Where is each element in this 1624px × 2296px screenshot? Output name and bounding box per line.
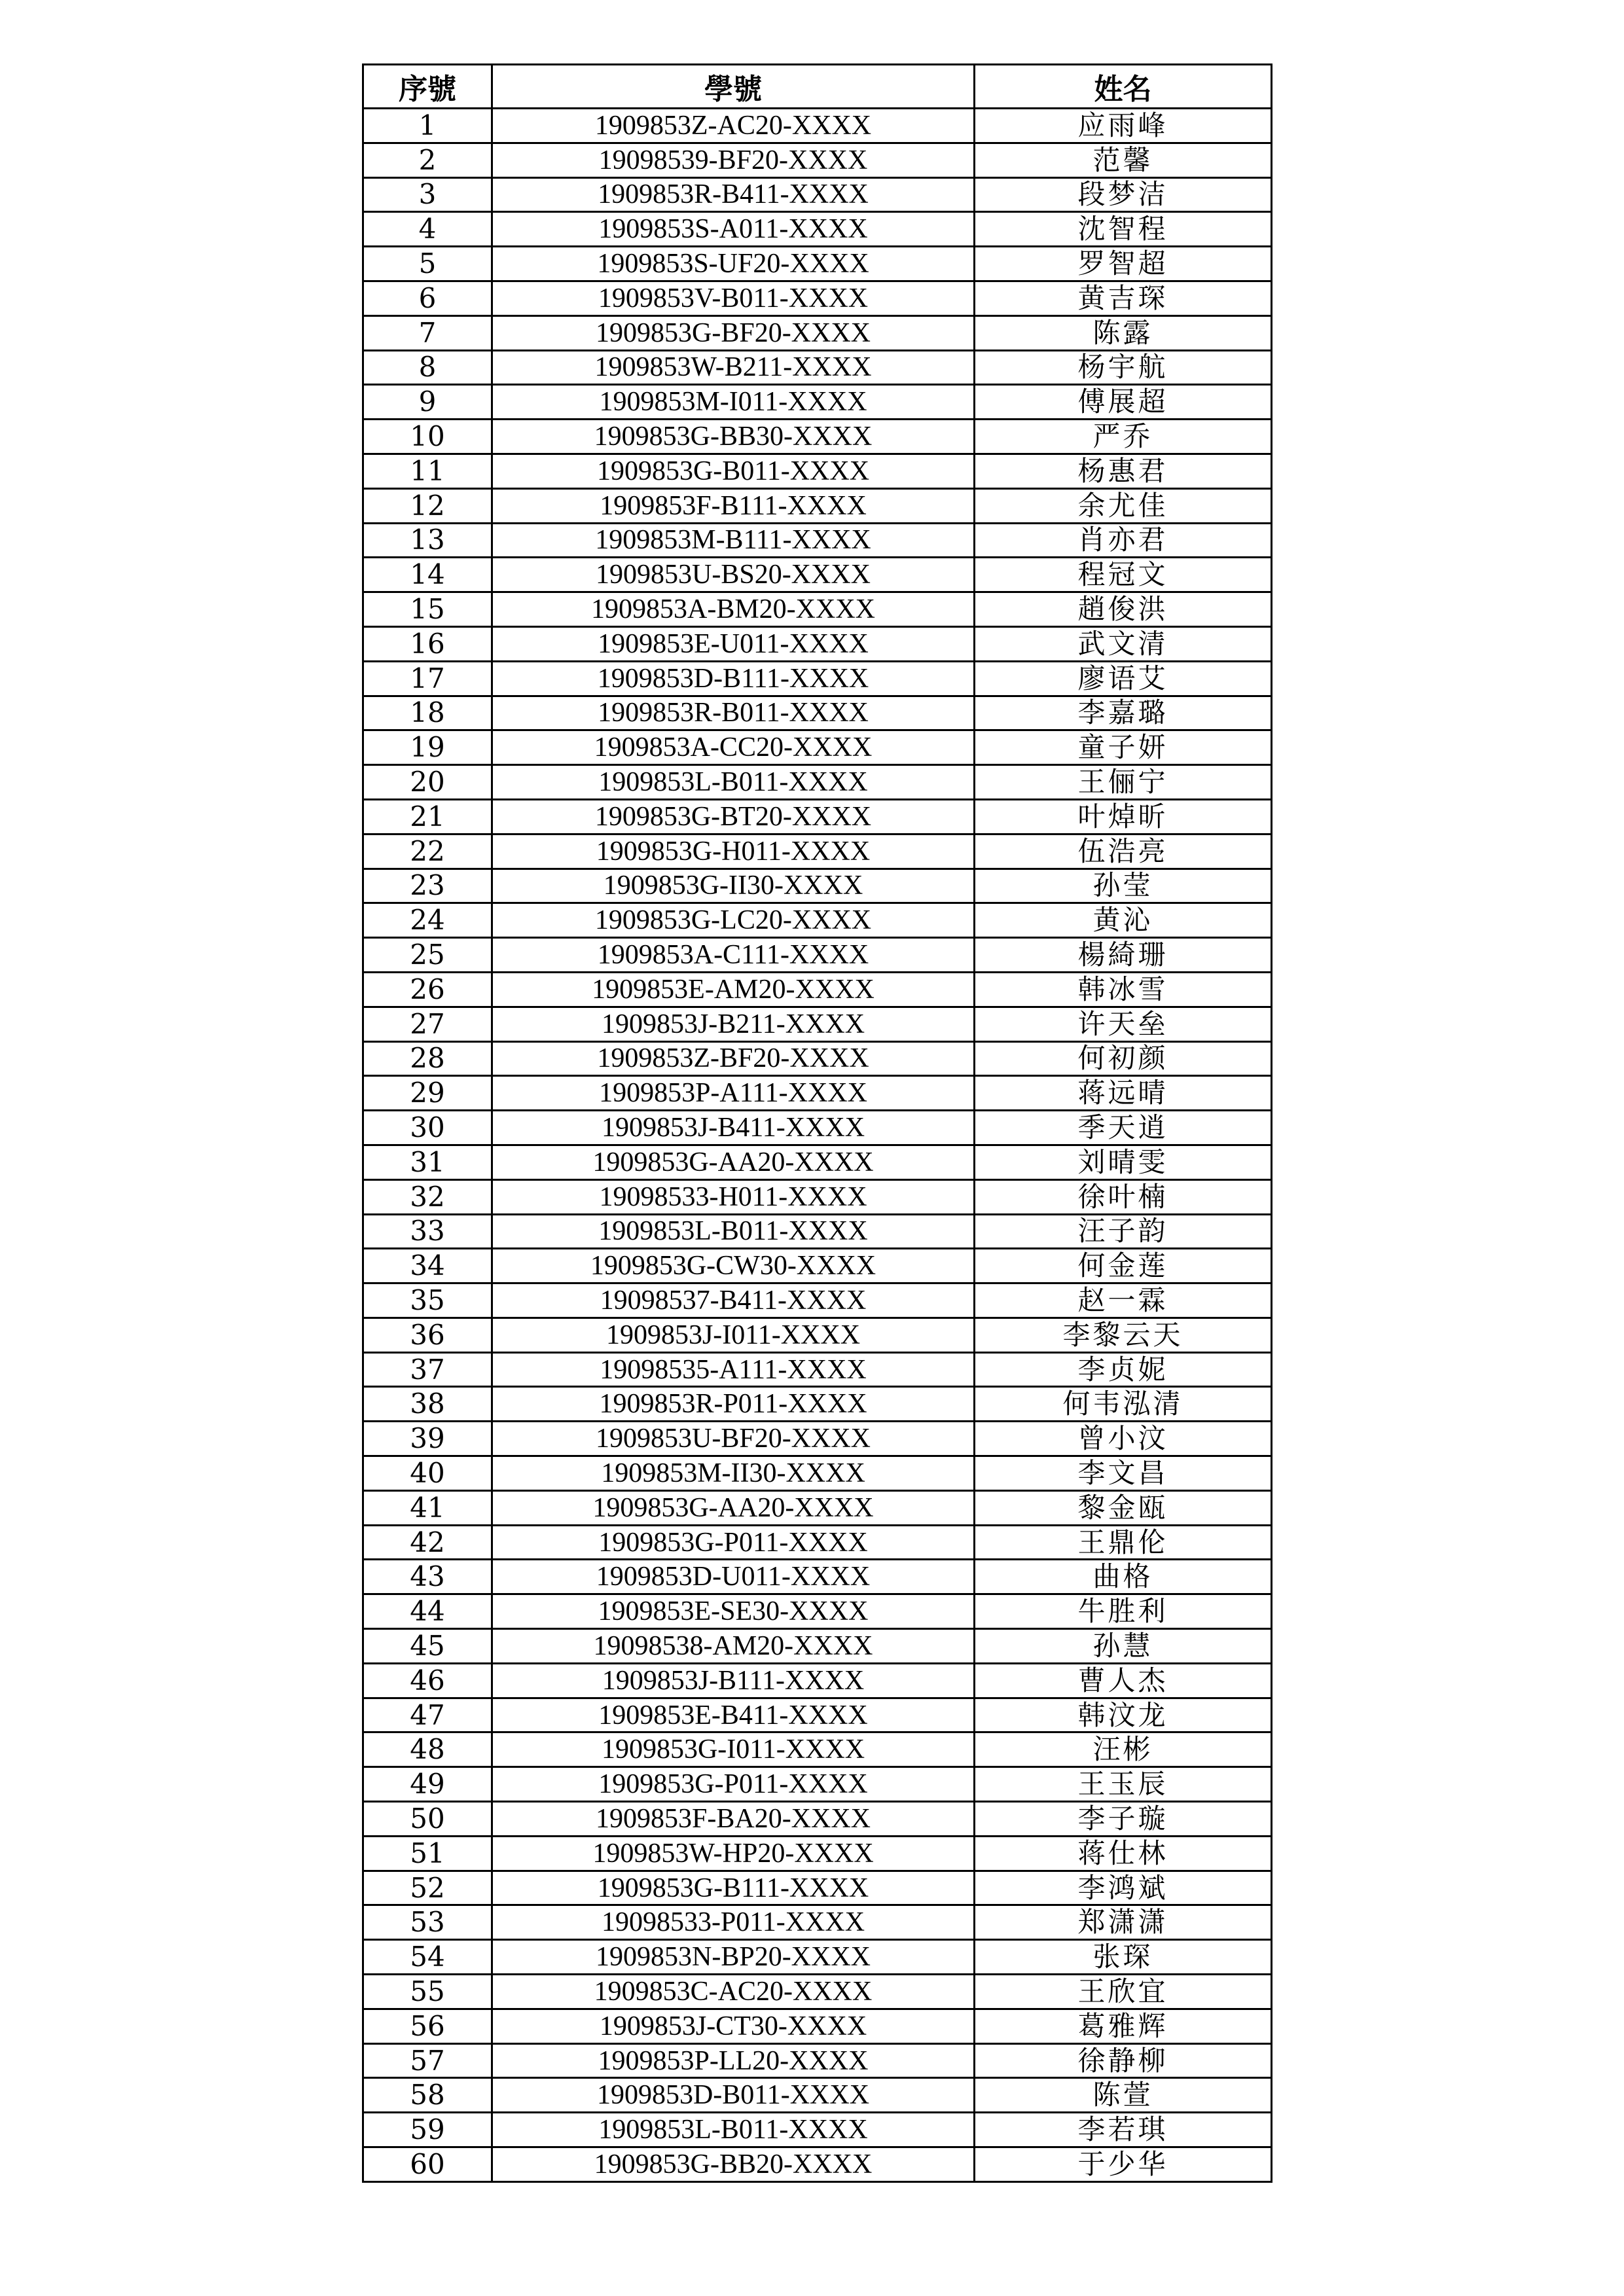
row-name-cell: 何初颜 <box>975 1041 1272 1076</box>
row-seq-cell: 46 <box>363 1663 492 1698</box>
row-student-id-cell: 1909853R-P011-XXXX <box>492 1387 975 1422</box>
row-seq-cell: 50 <box>363 1802 492 1837</box>
header-name: 姓名 <box>975 65 1272 109</box>
row-seq-cell: 38 <box>363 1387 492 1422</box>
row-student-id-cell: 1909853W-HP20-XXXX <box>492 1836 975 1871</box>
table-row <box>363 385 1272 420</box>
row-seq-cell: 10 <box>363 420 492 454</box>
row-seq-cell: 49 <box>363 1767 492 1802</box>
student-table <box>362 63 1272 2183</box>
row-student-id-cell: 1909853F-BA20-XXXX <box>492 1802 975 1837</box>
table-row <box>363 626 1272 661</box>
row-student-id-cell: 1909853Z-AC20-XXXX <box>492 109 975 143</box>
row-seq-cell: 17 <box>363 661 492 696</box>
row-seq-cell: 28 <box>363 1041 492 1076</box>
row-name-cell: 程冠文 <box>975 558 1272 592</box>
row-student-id-cell: 19098535-A111-XXXX <box>492 1352 975 1387</box>
row-seq-cell: 33 <box>363 1214 492 1249</box>
row-student-id-cell: 1909853G-LC20-XXXX <box>492 903 975 938</box>
header-seq: 序號 <box>363 65 492 109</box>
row-student-id-cell: 1909853D-B011-XXXX <box>492 2078 975 2113</box>
table-row <box>363 2147 1272 2182</box>
row-student-id-cell: 1909853R-B411-XXXX <box>492 177 975 212</box>
row-name-cell: 童子妍 <box>975 730 1272 765</box>
row-name-cell: 蒋仕林 <box>975 1836 1272 1871</box>
table-row <box>363 488 1272 523</box>
table-row <box>363 109 1272 143</box>
table-row <box>363 834 1272 869</box>
table-row <box>363 1111 1272 1145</box>
table-row <box>363 972 1272 1007</box>
row-name-cell: 李鸿斌 <box>975 1871 1272 1905</box>
row-name-cell: 叶焯昕 <box>975 799 1272 834</box>
table-row <box>363 1836 1272 1871</box>
table-row <box>363 2043 1272 2078</box>
table-row <box>363 1698 1272 1732</box>
table-row <box>363 1940 1272 1975</box>
table-row <box>363 454 1272 488</box>
row-student-id-cell: 1909853P-A111-XXXX <box>492 1076 975 1111</box>
table-row <box>363 247 1272 281</box>
row-student-id-cell: 1909853D-B111-XXXX <box>492 661 975 696</box>
row-name-cell: 沈智程 <box>975 212 1272 247</box>
row-student-id-cell: 1909853D-U011-XXXX <box>492 1560 975 1594</box>
row-seq-cell: 34 <box>363 1249 492 1283</box>
table-row <box>363 1732 1272 1767</box>
row-student-id-cell: 1909853U-BF20-XXXX <box>492 1422 975 1456</box>
table-row <box>363 1352 1272 1387</box>
row-seq-cell: 9 <box>363 385 492 420</box>
row-seq-cell: 54 <box>363 1940 492 1975</box>
row-student-id-cell: 19098538-AM20-XXXX <box>492 1629 975 1664</box>
row-name-cell: 李子璇 <box>975 1802 1272 1837</box>
row-seq-cell: 6 <box>363 281 492 315</box>
row-name-cell: 赵一霖 <box>975 1283 1272 1318</box>
table-row <box>363 1422 1272 1456</box>
table-row <box>363 1905 1272 1940</box>
row-seq-cell: 35 <box>363 1283 492 1318</box>
row-student-id-cell: 1909853R-B011-XXXX <box>492 696 975 730</box>
row-seq-cell: 1 <box>363 109 492 143</box>
row-seq-cell: 48 <box>363 1732 492 1767</box>
table-row <box>363 1975 1272 2009</box>
row-student-id-cell: 1909853M-II30-XXXX <box>492 1456 975 1491</box>
row-student-id-cell: 19098539-BF20-XXXX <box>492 143 975 177</box>
row-student-id-cell: 1909853L-B011-XXXX <box>492 2113 975 2147</box>
table-row <box>363 212 1272 247</box>
table-row <box>363 1387 1272 1422</box>
row-seq-cell: 43 <box>363 1560 492 1594</box>
table-row <box>363 420 1272 454</box>
row-student-id-cell: 1909853G-P011-XXXX <box>492 1767 975 1802</box>
table-header <box>363 65 1272 109</box>
row-seq-cell: 2 <box>363 143 492 177</box>
row-name-cell: 黎金瓯 <box>975 1490 1272 1525</box>
row-seq-cell: 24 <box>363 903 492 938</box>
row-seq-cell: 59 <box>363 2113 492 2147</box>
row-name-cell: 范馨 <box>975 143 1272 177</box>
table-row <box>363 1490 1272 1525</box>
row-name-cell: 李嘉璐 <box>975 696 1272 730</box>
row-name-cell: 廖语艾 <box>975 661 1272 696</box>
row-seq-cell: 40 <box>363 1456 492 1491</box>
row-seq-cell: 12 <box>363 488 492 523</box>
row-seq-cell: 39 <box>363 1422 492 1456</box>
row-student-id-cell: 1909853L-B011-XXXX <box>492 1214 975 1249</box>
row-seq-cell: 57 <box>363 2043 492 2078</box>
row-name-cell: 郑潇潇 <box>975 1905 1272 1940</box>
row-seq-cell: 26 <box>363 972 492 1007</box>
row-student-id-cell: 1909853J-B211-XXXX <box>492 1007 975 1041</box>
row-name-cell: 王欣宜 <box>975 1975 1272 2009</box>
row-name-cell: 李黎云天 <box>975 1318 1272 1352</box>
row-student-id-cell: 1909853M-I011-XXXX <box>492 385 975 420</box>
row-name-cell: 罗智超 <box>975 247 1272 281</box>
table-row <box>363 143 1272 177</box>
row-student-id-cell: 1909853J-B111-XXXX <box>492 1663 975 1698</box>
row-name-cell: 刘晴雯 <box>975 1145 1272 1179</box>
row-name-cell: 韩汶龙 <box>975 1698 1272 1732</box>
row-student-id-cell: 1909853G-II30-XXXX <box>492 869 975 903</box>
table-row <box>363 315 1272 350</box>
row-name-cell: 牛胜利 <box>975 1594 1272 1629</box>
row-student-id-cell: 1909853V-B011-XXXX <box>492 281 975 315</box>
row-student-id-cell: 1909853N-BP20-XXXX <box>492 1940 975 1975</box>
row-student-id-cell: 1909853G-BB30-XXXX <box>492 420 975 454</box>
row-seq-cell: 30 <box>363 1111 492 1145</box>
row-student-id-cell: 1909853F-B111-XXXX <box>492 488 975 523</box>
row-seq-cell: 53 <box>363 1905 492 1940</box>
row-seq-cell: 56 <box>363 2009 492 2043</box>
row-name-cell: 孙莹 <box>975 869 1272 903</box>
row-name-cell: 何金莲 <box>975 1249 1272 1283</box>
row-seq-cell: 37 <box>363 1352 492 1387</box>
row-name-cell: 王玉辰 <box>975 1767 1272 1802</box>
row-name-cell: 葛雅辉 <box>975 2009 1272 2043</box>
row-seq-cell: 44 <box>363 1594 492 1629</box>
row-student-id-cell: 1909853G-B111-XXXX <box>492 1871 975 1905</box>
table-row <box>363 661 1272 696</box>
row-student-id-cell: 1909853M-B111-XXXX <box>492 523 975 558</box>
row-student-id-cell: 1909853E-AM20-XXXX <box>492 972 975 1007</box>
row-student-id-cell: 19098533-P011-XXXX <box>492 1905 975 1940</box>
row-student-id-cell: 1909853G-I011-XXXX <box>492 1732 975 1767</box>
row-name-cell: 段梦洁 <box>975 177 1272 212</box>
table-row <box>363 938 1272 973</box>
row-name-cell: 黄吉琛 <box>975 281 1272 315</box>
row-name-cell: 许天垒 <box>975 1007 1272 1041</box>
row-name-cell: 陈露 <box>975 315 1272 350</box>
row-seq-cell: 31 <box>363 1145 492 1179</box>
row-student-id-cell: 1909853G-BB20-XXXX <box>492 2147 975 2182</box>
table-row <box>363 523 1272 558</box>
table-row <box>363 2078 1272 2113</box>
row-name-cell: 武文清 <box>975 626 1272 661</box>
table-row <box>363 799 1272 834</box>
row-seq-cell: 47 <box>363 1698 492 1732</box>
table-row <box>363 903 1272 938</box>
table-row <box>363 1283 1272 1318</box>
row-seq-cell: 14 <box>363 558 492 592</box>
row-student-id-cell: 1909853G-H011-XXXX <box>492 834 975 869</box>
row-name-cell: 楊綺珊 <box>975 938 1272 973</box>
row-seq-cell: 18 <box>363 696 492 730</box>
row-seq-cell: 22 <box>363 834 492 869</box>
table-row <box>363 1802 1272 1837</box>
row-seq-cell: 36 <box>363 1318 492 1352</box>
table-row <box>363 1007 1272 1041</box>
row-seq-cell: 23 <box>363 869 492 903</box>
table-row <box>363 1214 1272 1249</box>
row-student-id-cell: 1909853A-CC20-XXXX <box>492 730 975 765</box>
table-row <box>363 730 1272 765</box>
table-row <box>363 869 1272 903</box>
row-name-cell: 徐静柳 <box>975 2043 1272 2078</box>
row-seq-cell: 15 <box>363 592 492 627</box>
table-row <box>363 1041 1272 1076</box>
table-row <box>363 765 1272 800</box>
row-seq-cell: 13 <box>363 523 492 558</box>
table-row <box>363 1560 1272 1594</box>
row-name-cell: 曲格 <box>975 1560 1272 1594</box>
table-row <box>363 1318 1272 1352</box>
row-student-id-cell: 1909853G-AA20-XXXX <box>492 1145 975 1179</box>
table-row <box>363 2009 1272 2043</box>
row-name-cell: 杨惠君 <box>975 454 1272 488</box>
table-row <box>363 281 1272 315</box>
row-seq-cell: 20 <box>363 765 492 800</box>
row-name-cell: 李贞妮 <box>975 1352 1272 1387</box>
row-student-id-cell: 19098537-B411-XXXX <box>492 1283 975 1318</box>
table-row <box>363 1456 1272 1491</box>
row-name-cell: 傅展超 <box>975 385 1272 420</box>
table-row <box>363 1594 1272 1629</box>
row-seq-cell: 52 <box>363 1871 492 1905</box>
table-row <box>363 1249 1272 1283</box>
row-student-id-cell: 1909853S-A011-XXXX <box>492 212 975 247</box>
table-row <box>363 1076 1272 1111</box>
header-student-id: 學號 <box>492 65 975 109</box>
row-name-cell: 伍浩亮 <box>975 834 1272 869</box>
row-student-id-cell: 1909853G-CW30-XXXX <box>492 1249 975 1283</box>
row-seq-cell: 16 <box>363 626 492 661</box>
row-student-id-cell: 1909853A-BM20-XXXX <box>492 592 975 627</box>
table-row <box>363 1871 1272 1905</box>
row-student-id-cell: 1909853J-B411-XXXX <box>492 1111 975 1145</box>
row-seq-cell: 41 <box>363 1490 492 1525</box>
row-seq-cell: 27 <box>363 1007 492 1041</box>
row-name-cell: 蒋远晴 <box>975 1076 1272 1111</box>
row-seq-cell: 58 <box>363 2078 492 2113</box>
row-name-cell: 何韦泓清 <box>975 1387 1272 1422</box>
table-row <box>363 1145 1272 1179</box>
header-row <box>363 65 1272 109</box>
row-student-id-cell: 1909853Z-BF20-XXXX <box>492 1041 975 1076</box>
row-student-id-cell: 1909853E-SE30-XXXX <box>492 1594 975 1629</box>
table-row <box>363 350 1272 385</box>
row-student-id-cell: 1909853W-B211-XXXX <box>492 350 975 385</box>
row-seq-cell: 42 <box>363 1525 492 1560</box>
row-name-cell: 陈萱 <box>975 2078 1272 2113</box>
row-seq-cell: 32 <box>363 1179 492 1214</box>
row-student-id-cell: 1909853U-BS20-XXXX <box>492 558 975 592</box>
table-body <box>363 109 1272 2182</box>
table-row <box>363 1629 1272 1664</box>
row-name-cell: 季天逍 <box>975 1111 1272 1145</box>
row-seq-cell: 7 <box>363 315 492 350</box>
row-student-id-cell: 1909853L-B011-XXXX <box>492 765 975 800</box>
row-student-id-cell: 1909853P-LL20-XXXX <box>492 2043 975 2078</box>
row-student-id-cell: 1909853A-C111-XXXX <box>492 938 975 973</box>
row-name-cell: 余尤佳 <box>975 488 1272 523</box>
row-seq-cell: 8 <box>363 350 492 385</box>
row-name-cell: 曾小汶 <box>975 1422 1272 1456</box>
row-seq-cell: 4 <box>363 212 492 247</box>
row-student-id-cell: 1909853J-CT30-XXXX <box>492 2009 975 2043</box>
row-student-id-cell: 1909853G-AA20-XXXX <box>492 1490 975 1525</box>
row-student-id-cell: 1909853E-U011-XXXX <box>492 626 975 661</box>
table-row <box>363 1525 1272 1560</box>
table-row <box>363 1663 1272 1698</box>
row-name-cell: 孙慧 <box>975 1629 1272 1664</box>
row-seq-cell: 21 <box>363 799 492 834</box>
row-seq-cell: 51 <box>363 1836 492 1871</box>
row-name-cell: 杨宇航 <box>975 350 1272 385</box>
row-name-cell: 严乔 <box>975 420 1272 454</box>
row-name-cell: 汪彬 <box>975 1732 1272 1767</box>
row-name-cell: 应雨峰 <box>975 109 1272 143</box>
row-student-id-cell: 1909853G-BT20-XXXX <box>492 799 975 834</box>
row-name-cell: 张琛 <box>975 1940 1272 1975</box>
row-name-cell: 黄沁 <box>975 903 1272 938</box>
row-name-cell: 于少华 <box>975 2147 1272 2182</box>
row-name-cell: 趙俊洪 <box>975 592 1272 627</box>
row-student-id-cell: 19098533-H011-XXXX <box>492 1179 975 1214</box>
row-name-cell: 李文昌 <box>975 1456 1272 1491</box>
row-seq-cell: 11 <box>363 454 492 488</box>
row-seq-cell: 60 <box>363 2147 492 2182</box>
row-seq-cell: 55 <box>363 1975 492 2009</box>
row-seq-cell: 5 <box>363 247 492 281</box>
row-seq-cell: 3 <box>363 177 492 212</box>
row-name-cell: 李若琪 <box>975 2113 1272 2147</box>
row-name-cell: 曹人杰 <box>975 1663 1272 1698</box>
row-student-id-cell: 1909853G-BF20-XXXX <box>492 315 975 350</box>
row-student-id-cell: 1909853G-P011-XXXX <box>492 1525 975 1560</box>
row-student-id-cell: 1909853J-I011-XXXX <box>492 1318 975 1352</box>
row-seq-cell: 19 <box>363 730 492 765</box>
table-row <box>363 696 1272 730</box>
row-name-cell: 王俪宁 <box>975 765 1272 800</box>
row-seq-cell: 25 <box>363 938 492 973</box>
row-name-cell: 韩冰雪 <box>975 972 1272 1007</box>
table-row <box>363 2113 1272 2147</box>
row-student-id-cell: 1909853G-B011-XXXX <box>492 454 975 488</box>
table-row <box>363 177 1272 212</box>
table-row <box>363 592 1272 627</box>
row-name-cell: 肖亦君 <box>975 523 1272 558</box>
table-row <box>363 1179 1272 1214</box>
row-seq-cell: 29 <box>363 1076 492 1111</box>
row-seq-cell: 45 <box>363 1629 492 1664</box>
row-student-id-cell: 1909853E-B411-XXXX <box>492 1698 975 1732</box>
row-student-id-cell: 1909853S-UF20-XXXX <box>492 247 975 281</box>
row-name-cell: 王鼎伦 <box>975 1525 1272 1560</box>
table-row <box>363 558 1272 592</box>
row-name-cell: 徐叶楠 <box>975 1179 1272 1214</box>
row-name-cell: 汪子韵 <box>975 1214 1272 1249</box>
row-student-id-cell: 1909853C-AC20-XXXX <box>492 1975 975 2009</box>
table-row <box>363 1767 1272 1802</box>
